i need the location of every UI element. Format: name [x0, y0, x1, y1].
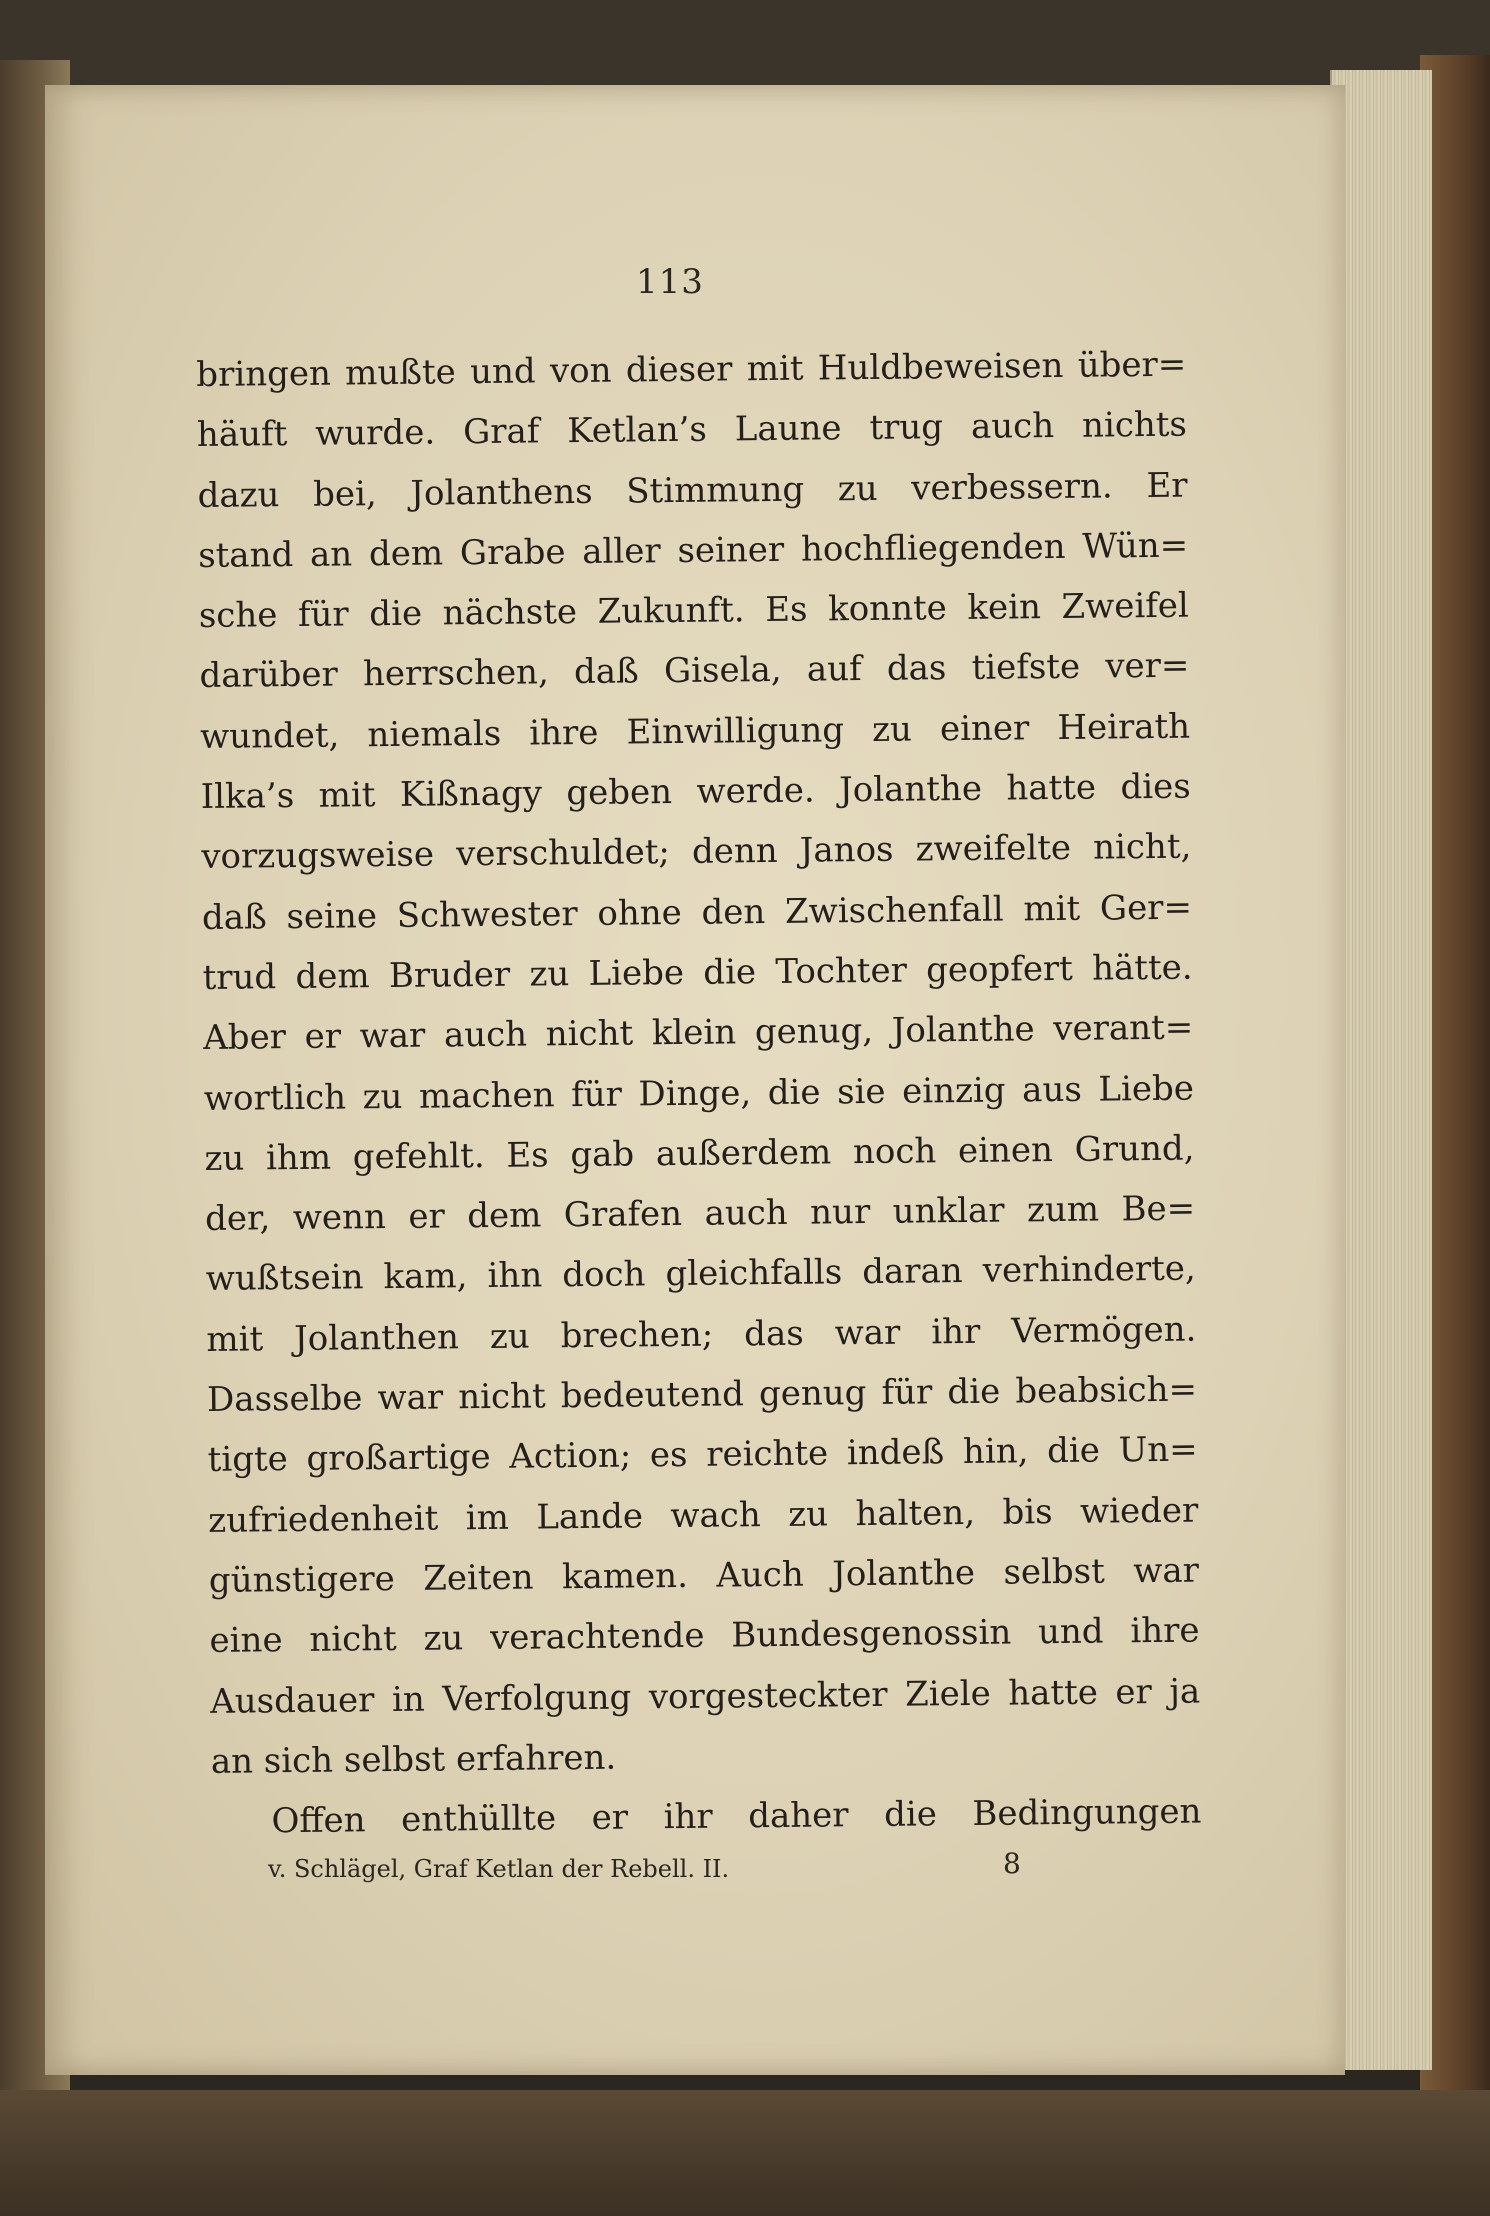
text-line: eine nicht zu verachtende Bundesgenossin und ihre [209, 1610, 1200, 1662]
page-edges [1330, 70, 1432, 2070]
text-line: dazu bei, Jolanthens Stimmung zu verbessern. Er [197, 465, 1188, 516]
text-line: sche für die nächste Zukunft. Es konnte kein Zweifel [198, 585, 1189, 637]
text-line: zu ihm gefehlt. Es gab außerdem noch einen Grund, [204, 1128, 1195, 1179]
text-line: Ausdauer in Verfolgung vorgesteckter Ziele hatte er ja [209, 1671, 1201, 1722]
text-line: Ilka’s mit Kißnagy geben werde. Jolanthe hatte dies [200, 766, 1191, 818]
text-line: darüber herrschen, daß Gisela, auf das tiefste ver= [199, 646, 1190, 697]
text-line: mit Jolanthen zu brechen; das war ihr Vermögen. [206, 1309, 1197, 1360]
footer-signature-mark: 8 [1003, 1847, 1021, 1880]
text-line: tigte großartige Action; es reichte indeß hin, die Un= [207, 1429, 1198, 1481]
text-line: günstigere Zeiten kamen. Auch Jolanthe selbst war [208, 1550, 1200, 1601]
text-line: wundet, niemals ihre Einwilligung zu einer Heirath [199, 706, 1191, 757]
text-line: stand an dem Grabe aller seiner hochfliegenden Wün= [197, 525, 1189, 576]
text-line: Dasselbe war nicht bedeutend genug für die beabsich= [206, 1369, 1198, 1420]
text-line: zufriedenheit im Lande wach zu halten, bis wieder [208, 1490, 1199, 1541]
text-line: daß seine Schwester ohne den Zwischenfall mit Ger= [201, 887, 1193, 938]
page-number: 113 [636, 262, 704, 302]
text-line: der, wenn er dem Grafen auch nur unklar zum Be= [204, 1188, 1196, 1240]
text-line: trud dem Bruder zu Liebe die Tochter geopfert hätte. [202, 947, 1193, 998]
text-line: Offen enthüllte er ihr daher die Bedingungen [271, 1791, 1202, 1842]
book-cover-bottom [0, 2090, 1490, 2216]
text-line: bringen mußte und von dieser mit Huldbeweisen über= [196, 344, 1187, 395]
text-line: wußtsein kam, ihn doch gleichfalls daran verhinderte, [205, 1249, 1196, 1300]
text-line: wortlich zu machen für Dinge, die sie einzig aus Liebe [203, 1068, 1195, 1119]
footer-citation: v. Schlägel, Graf Ketlan der Rebell. II. [268, 1855, 730, 1883]
text-line: vorzugsweise verschuldet; denn Janos zweifelte nicht, [201, 826, 1192, 878]
text-line: häuft wurde. Graf Ketlan’s Laune trug auch nichts [196, 404, 1188, 456]
body-text [196, 335, 1202, 1853]
text-line: Aber er war auch nicht klein genug, Jolanthe verant= [203, 1007, 1194, 1059]
text-line: an sich selbst erfahren. [210, 1737, 617, 1782]
